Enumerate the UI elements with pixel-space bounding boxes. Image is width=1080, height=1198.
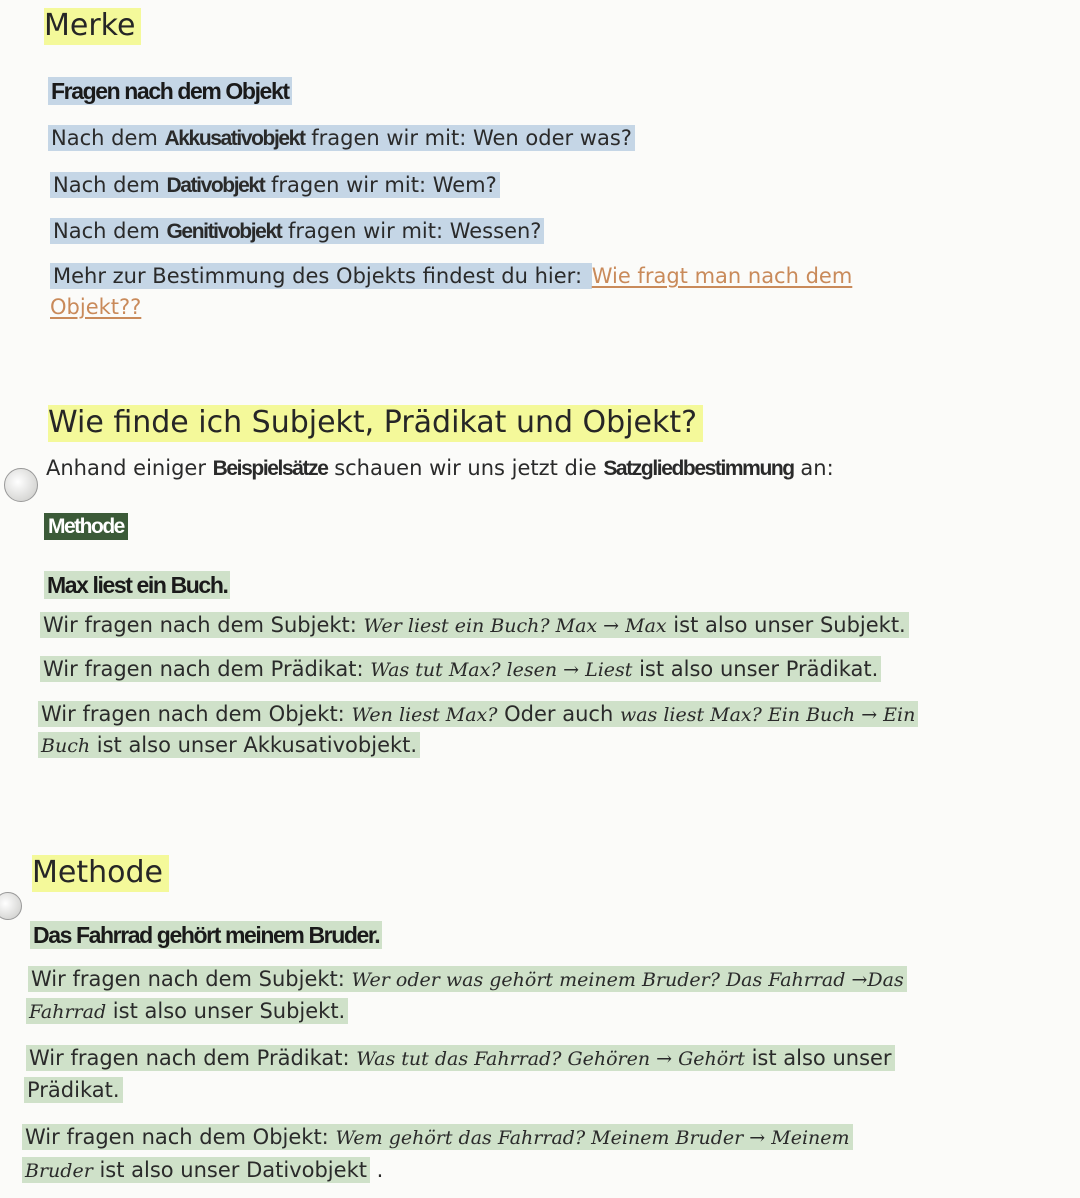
methode2-obj-line (22, 1122, 853, 1154)
intro-pre: Anhand einiger (46, 456, 213, 480)
merke-heading (44, 8, 141, 43)
gen-post: fragen wir mit: Wessen? (281, 219, 542, 243)
dat-term: Dativobjekt (166, 174, 265, 197)
punch-hole-icon (0, 892, 22, 920)
m1-obj-q1: Wen liest Max? (351, 704, 498, 726)
punch-hole-icon (4, 468, 38, 502)
merke-akk-highlight (48, 125, 635, 151)
methode1-obj-line (38, 699, 918, 731)
m2-subj-q2: Fahrrad (29, 1001, 107, 1023)
m2-praed-question: Was tut das Fahrrad? Gehören → Gehört (356, 1048, 745, 1070)
methode2-title: Methode (32, 855, 169, 892)
methode1-badge (44, 515, 128, 539)
merke-more-text: Mehr zur Bestimmung des Objekts findest du hier: (50, 263, 592, 289)
m2-praed-pre: Wir fragen nach dem Prädikat: (29, 1046, 357, 1070)
m1-obj-q2: was liest Max? Ein Buch → Ein (619, 704, 916, 726)
gen-pre: Nach dem (53, 219, 167, 243)
m2-subj-highlight (28, 966, 907, 992)
akk-term: Akkusativobjekt (164, 127, 305, 150)
m1-praed-question: Was tut Max? lesen → Liest (370, 659, 633, 681)
dat-pre: Nach dem (53, 173, 167, 197)
m2-subj-highlight2 (26, 998, 348, 1024)
objekt-link-part2[interactable]: Objekt?? (50, 295, 142, 319)
merke-akk-line (48, 123, 635, 154)
section-intro (46, 453, 834, 484)
section-heading (48, 405, 703, 440)
gen-term: Genitivobjekt (166, 220, 282, 243)
merke-title: Merke (44, 8, 141, 45)
merke-subtitle-text: Fragen nach dem Objekt (48, 77, 292, 105)
methode2-sentence (30, 922, 382, 949)
methode2-praed-line (26, 1043, 895, 1075)
methode2-subj-line2 (26, 996, 348, 1028)
methode1-sentence (44, 572, 230, 599)
m2-praed-highlight (26, 1045, 895, 1071)
m2-obj-pre: Wir fragen nach dem Objekt: (25, 1125, 336, 1149)
m1-subj-question: Wer liest ein Buch? Max → Max (363, 615, 667, 637)
merke-more-line (50, 261, 852, 292)
intro-post: an: (793, 456, 834, 480)
m1-obj-q3: Buch (41, 735, 91, 757)
intro-mid: schauen wir uns jetzt die (327, 456, 604, 480)
methode1-subj-line (40, 610, 909, 642)
m1-praed-post: ist also unser Prädikat. (632, 657, 879, 681)
m1-obj-post: ist also unser Akkusativobjekt. (90, 733, 418, 757)
dat-post: fragen wir mit: Wem? (264, 173, 497, 197)
m1-obj-mid: Oder auch (497, 702, 620, 726)
m2-obj-post: ist also unser Dativobjekt (92, 1158, 367, 1182)
merke-gen-line (50, 216, 544, 247)
m1-obj-pre: Wir fragen nach dem Objekt: (41, 702, 352, 726)
merke-more-line2 (50, 292, 141, 323)
m2-obj-dot: . (369, 1158, 384, 1182)
methode2-heading (32, 855, 169, 890)
methode2-obj-line2 (22, 1155, 383, 1187)
m1-obj-highlight2 (38, 732, 420, 758)
merke-subtitle (48, 78, 292, 105)
m2-praed-post: ist also unser (744, 1046, 892, 1070)
m2-obj-highlight (22, 1124, 853, 1150)
methode-badge-text: Methode (44, 513, 128, 540)
m2-subj-question: Wer oder was gehört meinem Bruder? Das Fahrrad →Das (351, 969, 904, 991)
m2-obj-highlight2 (22, 1157, 370, 1183)
methode1-praed-line (40, 654, 881, 686)
methode2-subj-line (28, 964, 907, 996)
m2-praed-post2: Prädikat. (24, 1077, 123, 1103)
m1-subj-pre: Wir fragen nach dem Subjekt: (43, 613, 364, 637)
methode2-sentence-text: Das Fahrrad gehört meinem Bruder. (30, 921, 382, 949)
methode1-obj-line2 (38, 730, 420, 762)
objekt-link-part1[interactable]: Wie fragt man nach dem (591, 264, 853, 288)
methode2-praed-line2 (24, 1075, 123, 1106)
m1-subj-post: ist also unser Subjekt. (666, 613, 906, 637)
m2-subj-pre: Wir fragen nach dem Subjekt: (31, 967, 352, 991)
m1-praed-highlight (40, 656, 881, 682)
m2-obj-q2: Bruder (25, 1160, 93, 1182)
m2-obj-question: Wem gehört das Fahrrad? Meinem Bruder → Meinem (335, 1127, 850, 1149)
m1-subj-highlight (40, 612, 909, 638)
intro-bold-satzgliedbestimmung: Satzgliedbestimmung (603, 457, 794, 480)
akk-post: fragen wir mit: Wen oder was? (304, 126, 632, 150)
akk-pre: Nach dem (51, 126, 165, 150)
m2-subj-post: ist also unser Subjekt. (106, 999, 346, 1023)
intro-bold-beispielsaetze: Beispielsätze (212, 457, 328, 480)
methode1-sentence-text: Max liest ein Buch. (44, 571, 230, 599)
section-title: Wie finde ich Subjekt, Prädikat und Objekt? (48, 405, 703, 442)
m1-obj-highlight (38, 701, 918, 727)
merke-gen-highlight (50, 218, 544, 244)
merke-dat-line (50, 170, 500, 201)
m1-praed-pre: Wir fragen nach dem Prädikat: (43, 657, 371, 681)
merke-dat-highlight (50, 172, 500, 198)
